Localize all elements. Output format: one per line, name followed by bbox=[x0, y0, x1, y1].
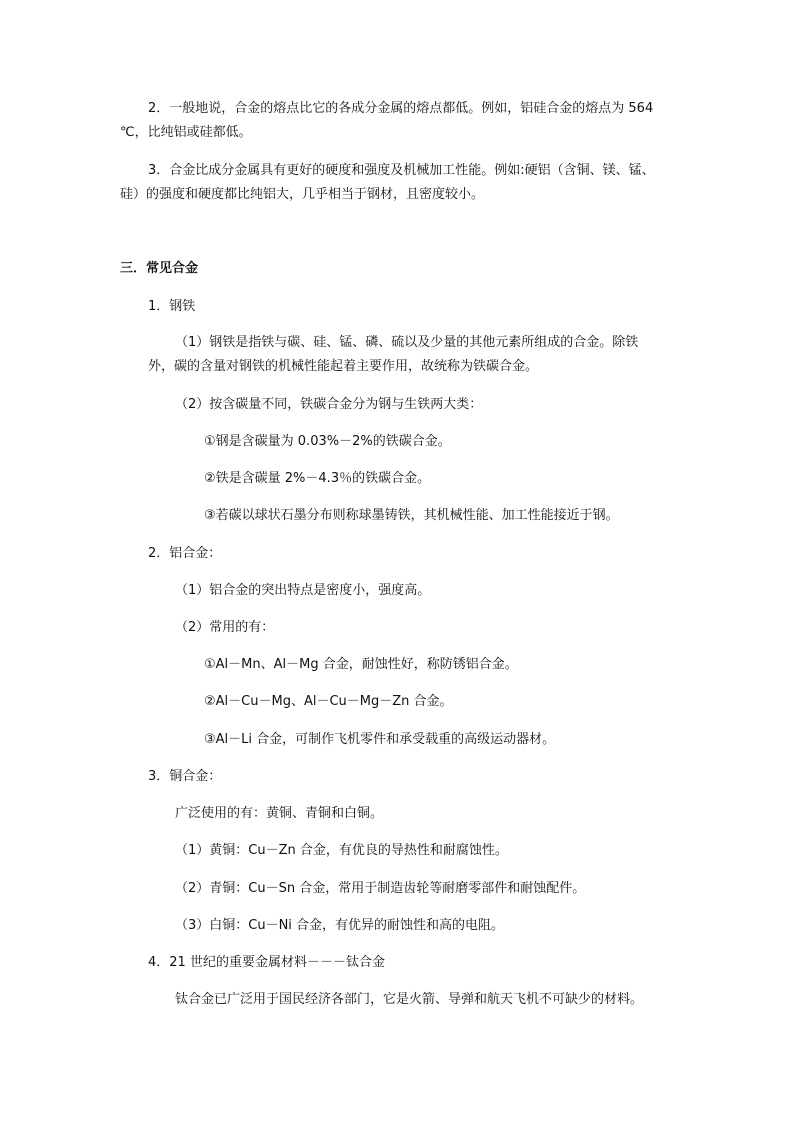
paragraph-2-line-2: ℃，比纯铝或硅都低。 bbox=[120, 125, 252, 140]
paragraph-3-line-2: 硅）的强度和硬度都比纯铝大，几乎相当于钢材，且密度较小。 bbox=[120, 187, 485, 202]
steel-item-1: ①钢是含碳量为 0.03%－2%的铁碳合金。 bbox=[204, 434, 451, 449]
copper-intro: 广泛使用的有：黄铜、青铜和白铜。 bbox=[175, 806, 384, 821]
aluminum-paragraph-2: （2）常用的有： bbox=[175, 620, 275, 635]
steel-paragraph-2: （2）按含碳量不同，铁碳合金分为钢与生铁两大类： bbox=[175, 397, 483, 412]
copper-paragraph-2: （2）青铜：Cu－Sn 合金，常用于制造齿轮等耐磨零部件和耐蚀配件。 bbox=[175, 881, 586, 896]
copper-heading: 3．铜合金： bbox=[148, 769, 222, 784]
steel-item-2: ②铁是含碳量 2%－4.3％的铁碳合金。 bbox=[204, 471, 431, 486]
aluminum-item-1: ①Al－Mn、Al－Mg 合金，耐蚀性好，称防锈铝合金。 bbox=[204, 657, 518, 672]
paragraph-2-line-1: 2．一般地说，合金的熔点比它的各成分金属的熔点都低。例如，铝硅合金的熔点为 564 bbox=[148, 101, 654, 116]
aluminum-item-2: ②Al－Cu－Mg、Al－Cu－Mg－Zn 合金。 bbox=[204, 694, 453, 709]
titanium-paragraph-1: 钛合金已广泛用于国民经济各部门，它是火箭、导弹和航天飞机不可缺少的材料。 bbox=[175, 992, 644, 1007]
steel-heading: 1．钢铁 bbox=[148, 299, 196, 314]
aluminum-item-3: ③Al－Li 合金，可制作飞机零件和承受载重的高级运动器材。 bbox=[204, 732, 556, 747]
copper-paragraph-1: （1）黄铜：Cu－Zn 合金，有优良的导热性和耐腐蚀性。 bbox=[175, 843, 508, 858]
aluminum-paragraph-1: （1）铝合金的突出特点是密度小，强度高。 bbox=[175, 583, 431, 598]
copper-paragraph-3: （3）白铜：Cu－Ni 合金，有优异的耐蚀性和高的电阻。 bbox=[175, 918, 505, 933]
steel-paragraph-1-line-2: 外，碳的含量对钢铁的机械性能起着主要作用，故统称为铁碳合金。 bbox=[148, 359, 539, 374]
aluminum-heading: 2．铝合金： bbox=[148, 546, 222, 561]
titanium-heading: 4．21 世纪的重要金属材料－－－钛合金 bbox=[148, 955, 385, 970]
paragraph-3-line-1: 3．合金比成分金属具有更好的硬度和强度及机械加工性能。例如:硬铝（含铜、镁、锰、 bbox=[148, 163, 655, 178]
steel-item-3: ③若碳以球状石墨分布则称球墨铸铁，其机械性能、加工性能接近于钢。 bbox=[204, 508, 619, 523]
section-title: 三．常见合金 bbox=[120, 261, 199, 276]
steel-paragraph-1-line-1: （1）钢铁是指铁与碳、硅、锰、磷、硫以及少量的其他元素所组成的合金。除铁 bbox=[175, 335, 639, 350]
